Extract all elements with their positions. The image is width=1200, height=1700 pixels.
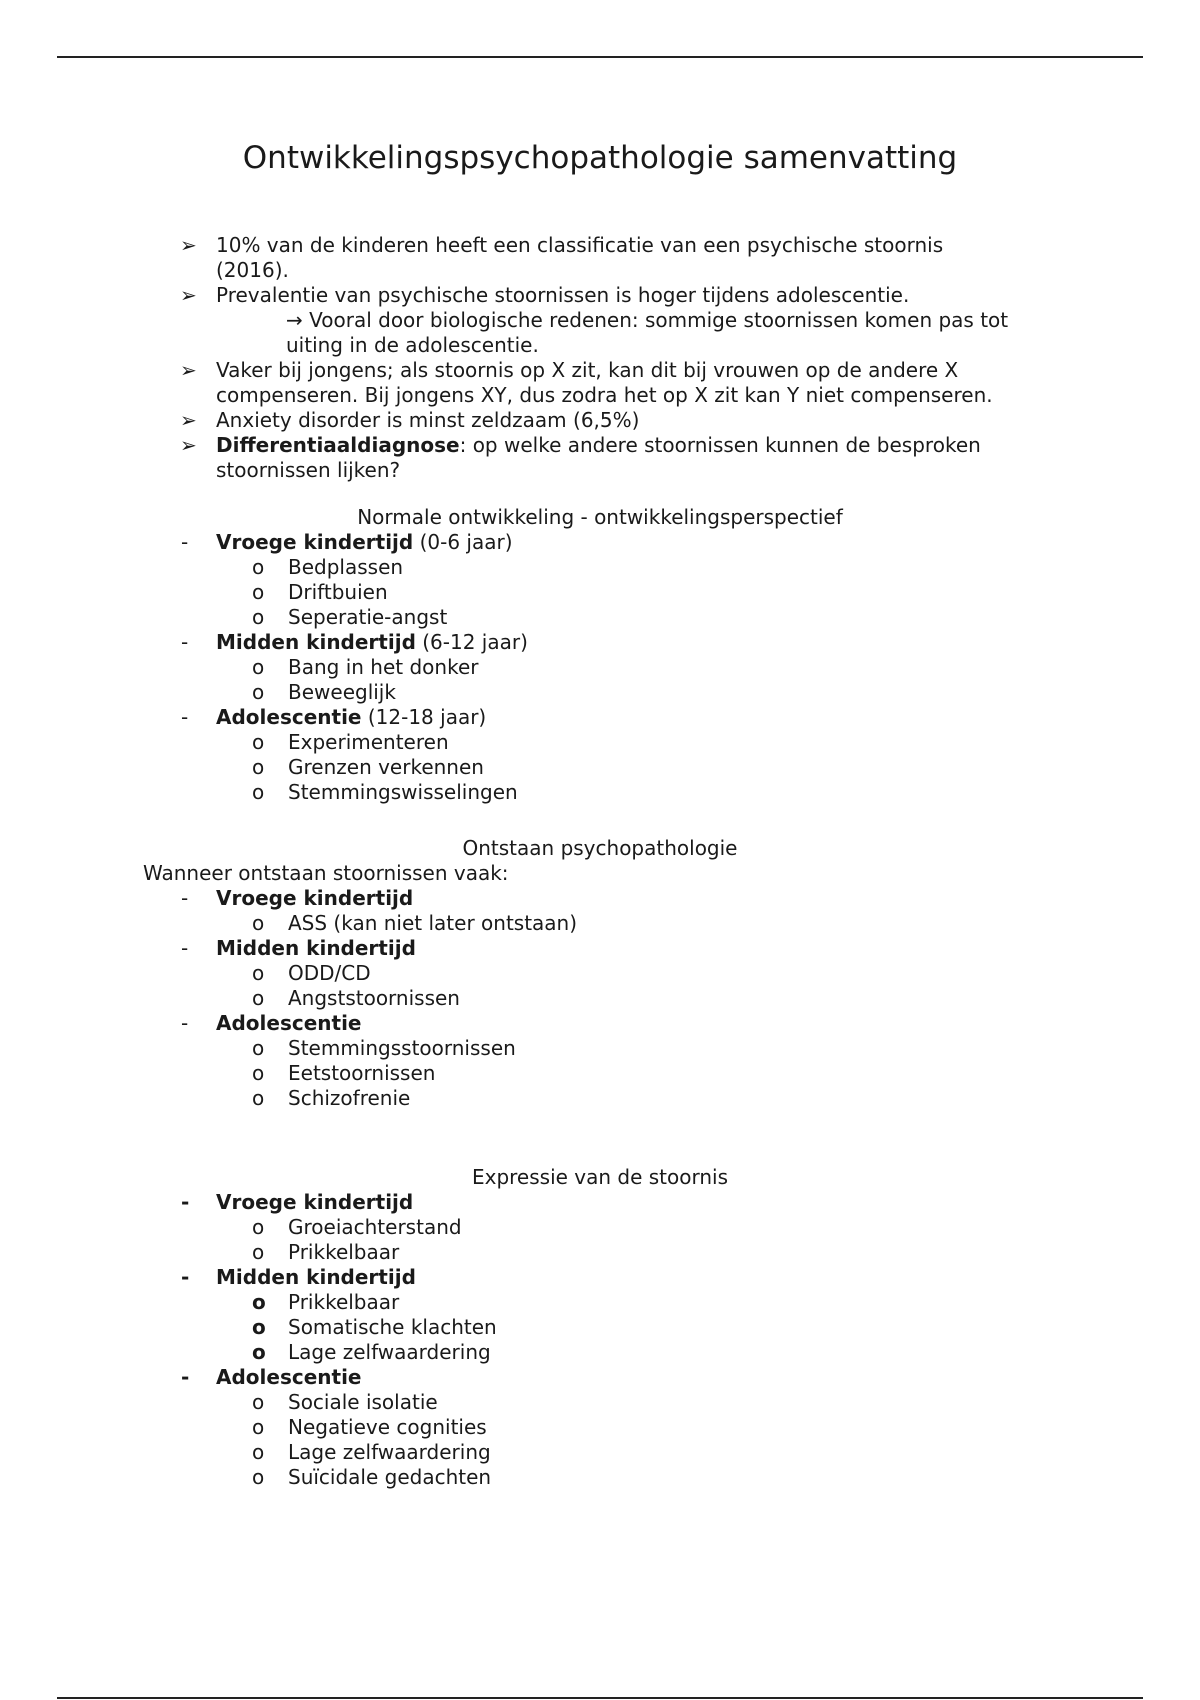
circle-bullet-icon: o <box>252 755 265 779</box>
list-item: o Negatieve cognities <box>252 1415 487 1439</box>
circle-bullet-icon: o <box>252 1215 265 1239</box>
circle-bullet-icon: o <box>252 961 265 985</box>
dash-bullet-icon: - <box>181 1190 190 1214</box>
list-item: o Lage zelfwaardering <box>252 1340 491 1364</box>
circle-bullet-icon: o <box>252 1061 265 1085</box>
list-item: o Sociale isolatie <box>252 1390 438 1414</box>
circle-bullet-icon: o <box>252 1390 265 1414</box>
group-heading: - Adolescentie <box>181 1011 362 1035</box>
list-item: o Seperatie-angst <box>252 605 448 629</box>
list-item: o Stemmingswisselingen <box>252 780 518 804</box>
circle-bullet-icon: o <box>252 1290 266 1314</box>
circle-bullet-icon: o <box>252 911 265 935</box>
list-item: o Prikkelbaar <box>252 1290 400 1314</box>
circle-bullet-icon: o <box>252 1240 265 1264</box>
list-item: ➢ 10% van de kinderen heeft een classificatie van een psychische stoornis <box>180 233 944 257</box>
list-item: o ODD/CD <box>252 961 371 985</box>
dash-bullet-icon: - <box>181 705 189 729</box>
circle-bullet-icon: o <box>252 1415 265 1439</box>
arrowhead-bullet-icon: ➢ <box>180 283 197 307</box>
circle-bullet-icon: o <box>252 555 265 579</box>
list-item: o Suïcidale gedachten <box>252 1465 492 1489</box>
normal-development-section <box>0 505 1200 805</box>
top-rule <box>57 56 1143 58</box>
circle-bullet-icon: o <box>252 1340 266 1364</box>
dash-bullet-icon: - <box>181 1265 190 1289</box>
list-item: o Grenzen verkennen <box>252 755 484 779</box>
circle-bullet-icon: o <box>252 1036 265 1060</box>
group-heading: - Midden kindertijd <box>181 936 416 960</box>
list-item: o Driftbuien <box>252 580 388 604</box>
circle-bullet-icon: o <box>252 1440 265 1464</box>
circle-bullet-icon: o <box>252 680 265 704</box>
section-intro: Wanneer ontstaan stoornissen vaak: <box>143 861 509 885</box>
bottom-rule <box>57 1697 1143 1699</box>
dash-bullet-icon: - <box>181 630 189 654</box>
list-item: o Bang in het donker <box>252 655 479 679</box>
group-heading: - Vroege kindertijd <box>181 1190 414 1214</box>
group-heading: - Midden kindertijd <box>181 1265 416 1289</box>
dash-bullet-icon: - <box>181 1365 190 1389</box>
circle-bullet-icon: o <box>252 780 265 804</box>
list-item: ➢ Anxiety disorder is minst zeldzaam (6,5%) <box>180 408 640 432</box>
circle-bullet-icon: o <box>252 655 265 679</box>
section-heading: Normale ontwikkeling - ontwikkelingsperspectief <box>357 505 843 529</box>
list-item: ➢ Differentiaaldiagnose: op welke andere stoornissen kunnen de besproken <box>180 433 981 457</box>
dash-bullet-icon: - <box>181 1011 189 1035</box>
list-item: ➢ Prevalentie van psychische stoornissen is hoger tijdens adolescentie. <box>180 283 910 307</box>
list-item: o Stemmingsstoornissen <box>252 1036 516 1060</box>
section-heading: Ontstaan psychopathologie <box>462 836 738 860</box>
list-item: o Experimenteren <box>252 730 449 754</box>
list-item: o Somatische klachten <box>252 1315 497 1339</box>
list-item: o Eetstoornissen <box>252 1061 436 1085</box>
group-heading: - Adolescentie (12-18 jaar) <box>181 705 487 729</box>
group-heading: - Vroege kindertijd (0-6 jaar) <box>181 530 513 554</box>
circle-bullet-icon: o <box>252 605 265 629</box>
list-item: o Prikkelbaar <box>252 1240 400 1264</box>
list-item: o Angststoornissen <box>252 986 460 1010</box>
list-item: o Bedplassen <box>252 555 404 579</box>
list-item: o Groeiachterstand <box>252 1215 462 1239</box>
group-heading: - Midden kindertijd (6-12 jaar) <box>181 630 528 654</box>
circle-bullet-icon: o <box>252 1465 265 1489</box>
arrowhead-bullet-icon: ➢ <box>180 433 197 457</box>
circle-bullet-icon: o <box>252 1315 266 1339</box>
group-heading: - Adolescentie <box>181 1365 362 1389</box>
dash-bullet-icon: - <box>181 886 189 910</box>
onset-section <box>0 836 1200 1111</box>
circle-bullet-icon: o <box>252 1086 265 1110</box>
sub-item: → Vooral door biologische redenen: sommige stoornissen komen pas tot <box>286 308 1009 332</box>
list-item: ➢ Vaker bij jongens; als stoornis op X zit, kan dit bij vrouwen op de andere X <box>180 358 959 382</box>
list-item: o Lage zelfwaardering <box>252 1440 491 1464</box>
list-item: o ASS (kan niet later ontstaan) <box>252 911 578 935</box>
right-arrow-icon: → <box>286 308 303 332</box>
arrowhead-bullet-icon: ➢ <box>180 233 197 257</box>
circle-bullet-icon: o <box>252 986 265 1010</box>
group-heading: - Vroege kindertijd <box>181 886 414 910</box>
circle-bullet-icon: o <box>252 730 265 754</box>
circle-bullet-icon: o <box>252 580 265 604</box>
intro-bullets: ➢ 10% van de kinderen heeft een classificatie van een psychische stoornis (2016). ➢ Prevalentie van psychische stoornissen is hoger tijdens adolescentie. → Vooral door biologische redenen: sommige stoornissen komen pas tot uiting in de adolescentie. ➢ Vaker bij jongens; als stoornis op X zit, kan dit bij vrouwen op de andere X compenseren. Bij jongens XY, dus zodra het op X zit kan Y niet compenseren. ➢ Anxiety disorder is minst zeldzaam (6,5%) ➢ Differentiaaldiagnose: op welke andere stoornissen kunnen de besproken stoornissen lijken? <box>0 233 1200 483</box>
arrowhead-bullet-icon: ➢ <box>180 358 197 382</box>
list-item: o Beweeglijk <box>252 680 396 704</box>
expression-section <box>0 1165 1200 1490</box>
section-heading: Expressie van de stoornis <box>471 1165 729 1189</box>
arrowhead-bullet-icon: ➢ <box>180 408 197 432</box>
dash-bullet-icon: - <box>181 936 189 960</box>
dash-bullet-icon: - <box>181 530 189 554</box>
page-title: Ontwikkelingspsychopathologie samenvatting <box>242 140 958 176</box>
list-item: o Schizofrenie <box>252 1086 411 1110</box>
